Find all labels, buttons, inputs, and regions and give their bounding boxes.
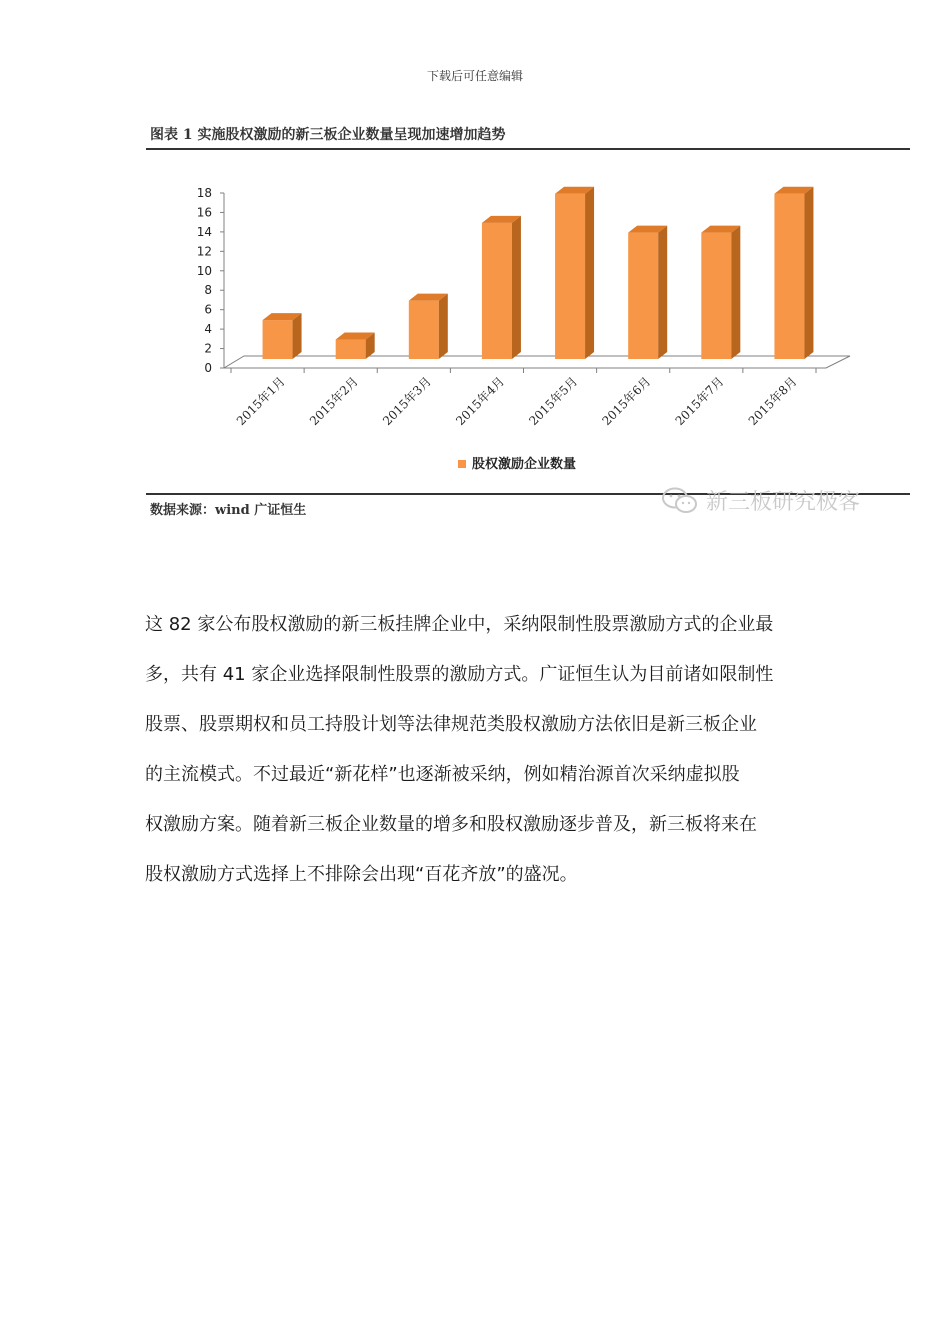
legend-swatch bbox=[458, 460, 466, 468]
y-tick-label: 10 bbox=[196, 263, 212, 278]
bar bbox=[482, 223, 512, 359]
bar bbox=[555, 194, 585, 359]
y-tick-label: 8 bbox=[204, 283, 212, 298]
y-tick-label: 12 bbox=[196, 244, 212, 259]
y-tick-label: 18 bbox=[196, 186, 212, 200]
header-note: 下载后可任意编辑 bbox=[426, 69, 523, 83]
paragraph-line: 这 82 家公布股权激励的新三板挂牌企业中，采纳限制性股票激励方式的企业最 bbox=[145, 614, 774, 635]
paragraph-line: 股票、股票期权和员工持股计划等法律规范类股权激励方法依旧是新三板企业 bbox=[145, 714, 757, 735]
bar-chart bbox=[146, 150, 910, 493]
y-tick-label: 16 bbox=[196, 205, 212, 220]
paragraph-line: 权激励方案。随着新三板企业数量的增多和股权激励逐步普及，新三板将来在 bbox=[145, 814, 757, 835]
figure-source: 数据来源：wind 广证恒生 bbox=[150, 503, 307, 518]
bar bbox=[701, 233, 731, 359]
bar-side bbox=[512, 216, 521, 359]
x-tick-label: 2015年6月 bbox=[599, 374, 654, 429]
x-tick-label: 2015年1月 bbox=[233, 374, 288, 429]
y-tick-label: 14 bbox=[196, 224, 212, 239]
y-tick-label: 2 bbox=[204, 341, 212, 356]
paragraph-line: 多，共有 41 家企业选择限制性股票的激励方式。广证恒生认为目前诸如限制性 bbox=[145, 664, 774, 685]
bar-side bbox=[585, 187, 594, 359]
figure-title: 图表 1 实施股权激励的新三板企业数量呈现加速增加趋势 bbox=[150, 127, 506, 143]
bar bbox=[409, 301, 439, 359]
watermark-text: 新三板研究极客 bbox=[706, 490, 861, 515]
bar-chart-svg bbox=[146, 150, 910, 493]
bar-side bbox=[731, 226, 740, 359]
x-tick-label: 2015年3月 bbox=[380, 374, 434, 429]
watermark bbox=[660, 485, 860, 516]
chart-floor bbox=[224, 356, 850, 368]
bar-side bbox=[293, 313, 302, 359]
paragraph-line: 的主流模式。不过最近“新花样”也逐渐被采纳，例如精治源首次采纳虚拟股 bbox=[145, 764, 740, 785]
bar bbox=[628, 233, 658, 359]
y-tick-label: 0 bbox=[204, 361, 212, 375]
x-tick-label: 2015年5月 bbox=[526, 374, 581, 429]
y-tick-label: 6 bbox=[204, 302, 212, 317]
bar bbox=[336, 340, 366, 359]
legend-label: 股权激励企业数量 bbox=[472, 457, 577, 472]
x-tick-label: 2015年4月 bbox=[453, 374, 508, 429]
paragraph-line: 股权激励方式选择上不排除会出现“百花齐放”的盛况。 bbox=[145, 864, 578, 885]
body-paragraph bbox=[145, 600, 815, 900]
bar-side bbox=[439, 294, 448, 359]
bar bbox=[263, 320, 293, 359]
bar-side bbox=[804, 187, 813, 359]
y-tick-label: 4 bbox=[204, 322, 212, 337]
bar bbox=[774, 194, 804, 359]
bar-side bbox=[658, 226, 667, 359]
x-tick-label: 2015年2月 bbox=[306, 374, 361, 429]
x-tick-label: 2015年7月 bbox=[672, 374, 727, 429]
x-tick-label: 2015年8月 bbox=[745, 374, 800, 429]
wechat-icon bbox=[660, 486, 700, 516]
